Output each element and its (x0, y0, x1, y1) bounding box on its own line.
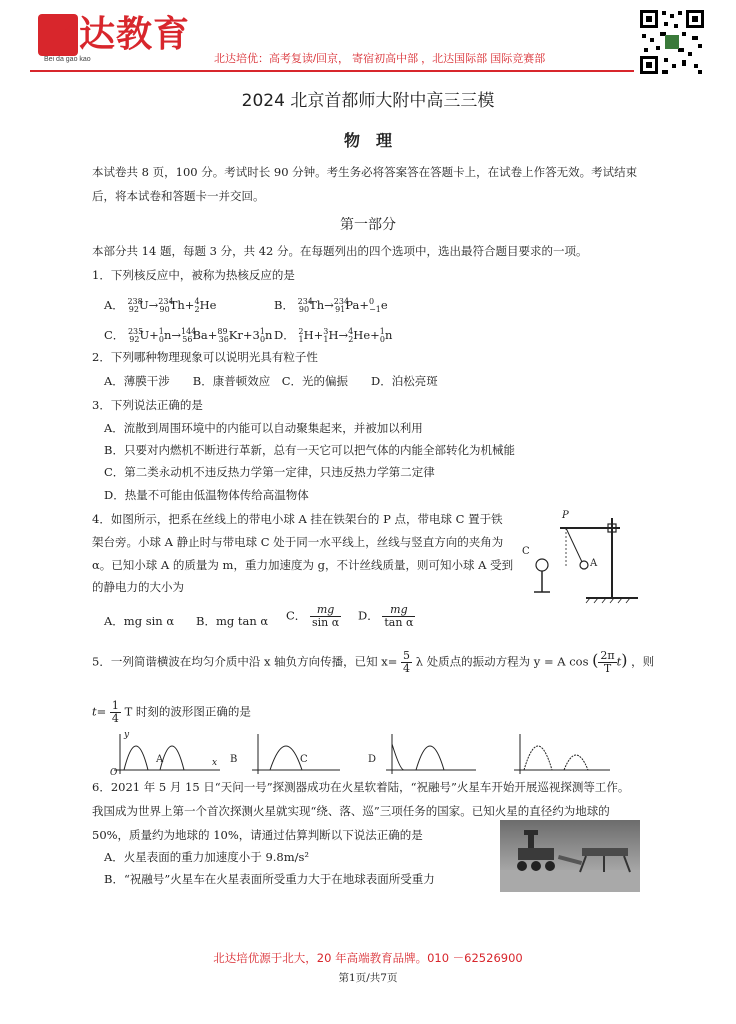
header-slogan: 北达培优：高考复读/回京， 寄宿初高中部 ，北达国际部 国际竞赛部 (214, 53, 546, 65)
q3-stem: 3．下列说法正确的是 (92, 398, 203, 412)
part-title: 第一部分 (340, 217, 396, 233)
page-number: 第1页/共7页 (338, 972, 398, 984)
q6-line-3: 50%，质量约为地球的 10%，请通过估算判断以下说法正确的是 (92, 828, 423, 842)
q5-axis-x-label: x (212, 758, 218, 768)
q4-figure-label-c: C (522, 546, 530, 557)
q5-origin-label: O (110, 768, 118, 778)
part-description: 本部分共 14 题，每题 3 分，共 42 分。在每题列出的四个选项中，选出最符合题目要求的一项。 (92, 244, 588, 258)
logo-pinyin: Bei da gao kao (44, 56, 91, 63)
q6-line-2: 我国成为世界上第一个首次探测火星就实现“绕、落、巡”三项任务的国家。已知火星的直径约为地球的 (92, 804, 610, 818)
qr-code (638, 8, 706, 76)
q3-option-d: D．热量不可能由低温物体传给高温物体 (104, 488, 309, 502)
q4-option-b: B．mg tan α (196, 614, 269, 628)
q2-stem: 2．下列哪种物理现象可以说明光具有粒子性 (92, 350, 318, 364)
q4-line-3: α。已知小球 A 的质量为 m，重力加速度为 g，不计丝线质量，则可知小球 A 受到 (92, 558, 514, 572)
q4-line-1: 4．如图所示，把系在丝线上的带电小球 A 挂在铁架台的 P 点，带电球 C 置于铁 (92, 512, 503, 526)
q5-graph-d-label: D (368, 754, 377, 765)
q3-option-c: C．第二类永动机不违反热力学第一定律，只违反热力学第二定律 (104, 465, 435, 479)
page-title: 2024 北京首都师大附中高三三模 (241, 91, 495, 111)
q6-option-b: B．“祝融号”火星车在火星表面所受重力大于在地球表面所受重力 (104, 872, 435, 886)
q6-option-a: A．火星表面的重力加速度小于 9.8m/s² (104, 850, 310, 864)
q3-option-a: A．流散到周围环境中的内能可以自动聚集起来，并被加以利用 (104, 421, 423, 435)
subject-title: 物 理 (343, 131, 392, 150)
q5-graph-b-label: B (230, 754, 238, 765)
q2-options: A．薄膜干涉 B．康普顿效应 C．光的偏振 D．泊松亮斑 (104, 374, 438, 388)
intro-line-1: 本试卷共 8 页，100 分。考试时长 90 分钟。考生务必将答案答在答题卡上，在试卷上作答无效。考试结束 (92, 165, 638, 179)
q5-graph-c-label: C (300, 754, 308, 765)
q4-option-a: A．mg sin α (104, 614, 175, 628)
q5-line-2: t= $\frac{1}{4}$ T 时刻的波形图正确的是 (92, 699, 251, 725)
q4-line-2: 架台旁。小球 A 静止时与带电球 C 处于同一水平线上，丝线与竖直方向的夹角为 (92, 535, 504, 549)
footer-ad: 北达培优源于北大，20 年高端教育品牌。010 －62526900 (213, 951, 523, 965)
q5-wave-graphs (100, 730, 620, 778)
intro-line-2: 后，将本试卷和答题卡一并交回。 (92, 189, 265, 203)
q4-line-4: 的静电力的大小为 (92, 580, 184, 594)
q1-option-a: A． $^{238}_{92}$U→$^{234}_{90}$Th+$^4_2$He (104, 297, 217, 315)
q4-option-c: C． $\frac{mg}{\text{sin α}}$ (286, 603, 340, 629)
q5-line-1: 5．一列简谐横波在均匀介质中沿 x 轴负方向传播，已知 x= $\frac{5}{4}$ λ 处质点的振动方程为 y = A cos ( $\frac{2\pi}{T}$ t) ，则 (92, 649, 655, 675)
q4-figure (520, 510, 640, 606)
q6-line-1: 6．2021 年 5 月 15 日“天问一号”探测器成功在火星软着陆，“祝融号”火星车开始开展巡视探测等工作。 (92, 780, 630, 794)
logo (30, 10, 210, 64)
logo-text: 北达教育 (42, 13, 191, 55)
q5-graph-a-label: A (156, 754, 164, 765)
header-rule (30, 70, 634, 72)
q4-figure-label-a: A (590, 558, 598, 569)
q1-option-b: B． $^{234}_{90}$Th→$^{234}_{91}$Pa+$^0_{-1}$e (274, 297, 388, 315)
q5-axis-y-label: y (124, 730, 130, 740)
q1-stem: 1．下列核反应中，被称为热核反应的是 (92, 268, 295, 282)
q4-option-d: D． $\frac{mg}{\text{tan α}}$ (358, 603, 414, 629)
q1-option-d: D． $^2_1$H+$^3_1$H→$^4_2$He+$^1_0$n (274, 327, 393, 345)
q4-figure-label-p: P (562, 510, 569, 521)
q3-option-b: B．只要对内燃机不断进行革新，总有一天它可以把气体的内能全部转化为机械能 (104, 443, 515, 457)
mars-rover-photo (500, 820, 640, 892)
q1-option-c: C． $^{235}_{92}U+^1_0n\to^{144}_{56}Ba+^{89}_{36}Kr+3^1_0n$ (104, 327, 273, 345)
